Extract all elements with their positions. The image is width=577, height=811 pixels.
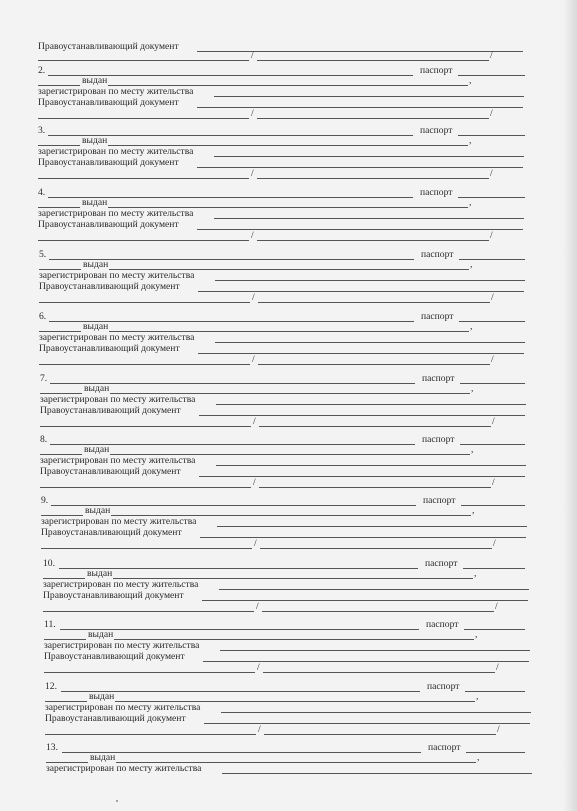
- comma: ,: [469, 75, 472, 86]
- entry-number: 8.: [40, 434, 48, 445]
- doc-field[interactable]: [198, 291, 524, 292]
- doc-field-a[interactable]: [39, 364, 250, 365]
- comma: ,: [469, 197, 472, 208]
- registered-label: зарегистрирован по месту жительства: [45, 702, 201, 713]
- doc-field[interactable]: [197, 51, 523, 52]
- entry-number: 5.: [39, 249, 47, 260]
- slash: /: [491, 354, 494, 365]
- entry-number: 12.: [45, 681, 57, 692]
- slash: /: [251, 50, 254, 61]
- passport-label: паспорт: [420, 125, 453, 136]
- doc-label: Правоустанавливающий документ: [43, 590, 184, 601]
- slash: /: [252, 292, 255, 303]
- slash: /: [258, 724, 261, 735]
- issued-label: выдан: [85, 505, 111, 516]
- passport-field[interactable]: [459, 259, 525, 260]
- scan-speck: [116, 800, 118, 802]
- address-field[interactable]: [214, 156, 524, 157]
- address-field[interactable]: [222, 773, 532, 774]
- doc-field-b[interactable]: [259, 487, 491, 488]
- slash: /: [490, 168, 493, 179]
- address-field[interactable]: [219, 589, 529, 590]
- comma: ,: [474, 568, 477, 579]
- entry-number: 11.: [44, 619, 56, 630]
- slash: /: [496, 662, 499, 673]
- address-field[interactable]: [216, 404, 526, 405]
- issued-label: выдан: [89, 691, 115, 702]
- slash: /: [491, 292, 494, 303]
- passport-label: паспорт: [421, 311, 454, 322]
- entry-number: 6.: [39, 311, 47, 322]
- issued-label: выдан: [82, 135, 108, 146]
- comma: ,: [469, 135, 472, 146]
- issued-label: выдан: [83, 259, 109, 270]
- entry-number: 4.: [38, 187, 46, 198]
- doc-field-a[interactable]: [40, 426, 251, 427]
- entry-number: 2.: [38, 65, 46, 76]
- entry-number: 3.: [38, 125, 46, 136]
- slash: /: [253, 477, 256, 488]
- address-field[interactable]: [214, 96, 524, 97]
- entry-number: 13.: [46, 742, 58, 753]
- doc-label: Правоустанавливающий документ: [38, 157, 179, 168]
- doc-field-b[interactable]: [260, 548, 492, 549]
- passport-label: паспорт: [422, 373, 455, 384]
- issued-label: выдан: [82, 197, 108, 208]
- issued-label: выдан: [88, 629, 114, 640]
- comma: ,: [470, 259, 473, 270]
- owner-name-field[interactable]: [62, 752, 421, 753]
- registered-label: зарегистрирован по месту жительства: [38, 146, 194, 157]
- owner-name-field[interactable]: [59, 568, 418, 569]
- address-field[interactable]: [216, 465, 526, 466]
- doc-field-a[interactable]: [43, 611, 254, 612]
- registered-label: зарегистрирован по месту жительства: [39, 270, 195, 281]
- entry-number: 9.: [41, 495, 49, 506]
- slash: /: [257, 662, 260, 673]
- passport-field[interactable]: [459, 321, 525, 322]
- issued-label: выдан: [87, 568, 113, 579]
- passport-field[interactable]: [464, 629, 525, 630]
- entry-number: 7.: [40, 373, 48, 384]
- slash: /: [251, 108, 254, 119]
- doc-label: Правоустанавливающий документ: [38, 97, 179, 108]
- doc-field-b[interactable]: [258, 302, 490, 303]
- doc-field-b[interactable]: [259, 426, 491, 427]
- slash: /: [490, 50, 493, 61]
- doc-field[interactable]: [198, 353, 524, 354]
- registered-label: зарегистрирован по месту жительства: [40, 455, 196, 466]
- issued-label: выдан: [82, 75, 108, 86]
- doc-field[interactable]: [199, 476, 525, 477]
- passport-label: паспорт: [420, 187, 453, 198]
- doc-label: Правоустанавливающий документ: [41, 527, 182, 538]
- address-field[interactable]: [215, 280, 525, 281]
- slash: /: [497, 724, 500, 735]
- doc-field[interactable]: [200, 537, 526, 538]
- registered-label: зарегистрирован по месту жительства: [40, 394, 196, 405]
- passport-label: паспорт: [427, 681, 460, 692]
- doc-label: Правоустанавливающий документ: [40, 466, 181, 477]
- slash: /: [253, 416, 256, 427]
- doc-field-b[interactable]: [257, 118, 489, 119]
- passport-label: паспорт: [422, 434, 455, 445]
- passport-field[interactable]: [466, 752, 525, 753]
- slash: /: [490, 230, 493, 241]
- doc-field-b[interactable]: [264, 734, 496, 735]
- passport-field[interactable]: [460, 383, 525, 384]
- slash: /: [493, 538, 496, 549]
- issued-label: выдан: [83, 321, 109, 332]
- comma: ,: [477, 752, 480, 763]
- doc-field-b[interactable]: [257, 178, 489, 179]
- doc-field-b[interactable]: [262, 611, 494, 612]
- doc-field[interactable]: [204, 723, 530, 724]
- slash: /: [490, 108, 493, 119]
- entry-number: 10.: [43, 558, 55, 569]
- doc-label: Правоустанавливающий документ: [44, 651, 185, 662]
- doc-field-b[interactable]: [257, 60, 489, 61]
- slash: /: [492, 477, 495, 488]
- slash: /: [492, 416, 495, 427]
- issued-label: выдан: [84, 383, 110, 394]
- doc-label: Правоустанавливающий документ: [40, 405, 181, 416]
- slash: /: [252, 354, 255, 365]
- doc-label: Правоустанавливающий документ: [38, 219, 179, 230]
- passport-label: паспорт: [421, 249, 454, 260]
- doc-field[interactable]: [197, 229, 523, 230]
- doc-field-a[interactable]: [38, 60, 249, 61]
- owner-name-field[interactable]: [60, 629, 419, 630]
- passport-field[interactable]: [465, 691, 525, 692]
- doc-label: Правоустанавливающий документ: [38, 41, 179, 52]
- registered-label: зарегистрирован по месту жительства: [46, 763, 202, 774]
- address-field[interactable]: [221, 712, 531, 713]
- registered-label: зарегистрирован по месту жительства: [41, 516, 197, 527]
- address-field[interactable]: [220, 650, 530, 651]
- doc-field-b[interactable]: [257, 240, 489, 241]
- doc-field[interactable]: [199, 415, 525, 416]
- doc-field-a[interactable]: [40, 487, 251, 488]
- passport-label: паспорт: [420, 65, 453, 76]
- address-field[interactable]: [215, 342, 525, 343]
- slash: /: [256, 601, 259, 612]
- comma: ,: [476, 691, 479, 702]
- issued-label: выдан: [84, 444, 110, 455]
- doc-field-b[interactable]: [258, 364, 490, 365]
- comma: ,: [475, 629, 478, 640]
- doc-field[interactable]: [202, 600, 528, 601]
- slash: /: [495, 601, 498, 612]
- passport-field[interactable]: [463, 568, 525, 569]
- passport-label: паспорт: [425, 558, 458, 569]
- address-field[interactable]: [217, 526, 527, 527]
- owner-name-field[interactable]: [61, 691, 420, 692]
- passport-field[interactable]: [461, 505, 525, 506]
- registered-label: зарегистрирован по месту жительства: [38, 86, 194, 97]
- doc-label: Правоустанавливающий документ: [45, 713, 186, 724]
- doc-field-a[interactable]: [41, 548, 252, 549]
- doc-field-a[interactable]: [38, 118, 249, 119]
- registered-label: зарегистрирован по месту жительства: [38, 208, 194, 219]
- issued-label: выдан: [90, 752, 116, 763]
- registered-label: зарегистрирован по месту жительства: [44, 640, 200, 651]
- address-field[interactable]: [214, 218, 524, 219]
- doc-label: Правоустанавливающий документ: [39, 343, 180, 354]
- slash: /: [251, 168, 254, 179]
- doc-field[interactable]: [197, 107, 523, 108]
- passport-field[interactable]: [460, 444, 525, 445]
- registered-label: зарегистрирован по месту жительства: [39, 332, 195, 343]
- registered-label: зарегистрирован по месту жительства: [43, 579, 199, 590]
- doc-field[interactable]: [197, 167, 523, 168]
- doc-field-a[interactable]: [44, 672, 255, 673]
- doc-field-a[interactable]: [38, 178, 249, 179]
- comma: ,: [472, 505, 475, 516]
- passport-label: паспорт: [428, 742, 461, 753]
- doc-field-a[interactable]: [38, 240, 249, 241]
- comma: ,: [470, 321, 473, 332]
- doc-label: Правоустанавливающий документ: [39, 281, 180, 292]
- doc-field-a[interactable]: [39, 302, 250, 303]
- slash: /: [251, 230, 254, 241]
- slash: /: [254, 538, 257, 549]
- comma: ,: [471, 444, 474, 455]
- comma: ,: [471, 383, 474, 394]
- doc-field-a[interactable]: [45, 734, 256, 735]
- passport-label: паспорт: [423, 495, 456, 506]
- doc-field[interactable]: [203, 661, 529, 662]
- doc-field-b[interactable]: [263, 672, 495, 673]
- passport-label: паспорт: [426, 619, 459, 630]
